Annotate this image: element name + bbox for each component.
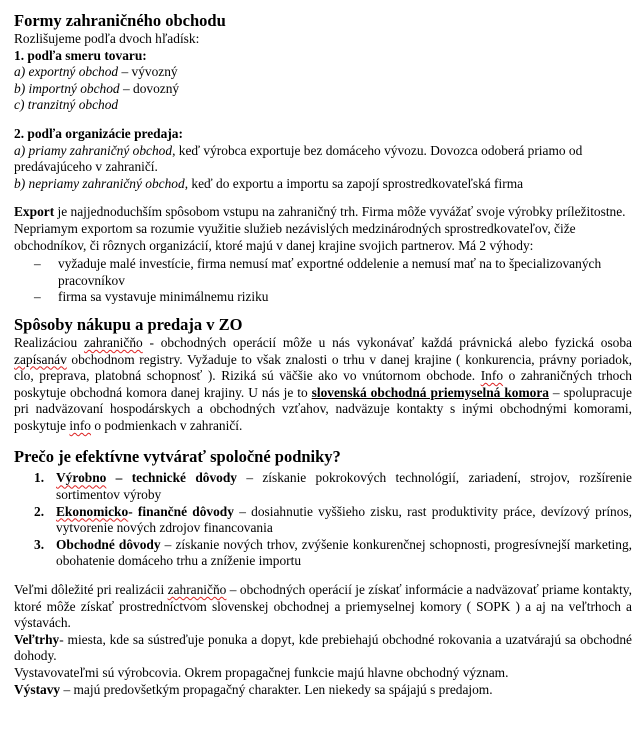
preco-heading: Prečo je efektívne vytvárať spoločné podniky? [14, 447, 341, 467]
section2-heading: 2. podľa organizácie predaja: [14, 125, 183, 141]
export-paragraph: Export je najjednoduchším spôsobom vstupu na zahraničný trh. Firma môže vyvážať svoje výrobky príležitostne. Nepriamym exportom sa rozumie využitie služieb nezávislých medzinárodných sprostredkovateľov, čiže obchodníkov, či rôznych organizácií, ktoré majú v danej krajine svojich partnerov. Má 2 výhody: [14, 204, 626, 253]
section1-item: c) tranzitný obchod [14, 97, 119, 113]
spelling-error: Info [480, 368, 504, 384]
list-item: 2. Ekonomicko- finančné dôvody – dosiahnutie vyššieho zisku, rast produktivity práce, devízový prínos, vytvorenie nových zdrojov financovania [34, 503, 632, 536]
veltrhy-paragraph: Veľtrhy- miesta, kde sa sústreďuje ponuka a dopyt, kde prebiehajú obchodné rokovania a uzatvárajú sa obchodné dohody. [14, 631, 632, 664]
list-item: – firma sa vystavuje minimálnemu riziku [34, 289, 269, 305]
dash-bullet: – [34, 256, 41, 272]
spelling-error: zahraničňo [167, 582, 227, 598]
list-item: – vyžaduje malé investície, firma nemusí mať exportné oddelenie a nemusí mať na to špecializovaných pracovníkov [34, 256, 602, 288]
vystavy-paragraph: Výstavy – majú predovšetkým propagačný charakter. Len niekedy sa spájajú s predajom. [14, 681, 493, 697]
section2-item: a) priamy zahraničný obchod, keď výrobca exportuje bez domáceho vývozu. Dovozca odoberá priamo od predávajúceho v zahraničí. [14, 142, 583, 175]
section1-item: a) exportný obchod – vývozný [14, 64, 178, 80]
dash-bullet: – [34, 289, 41, 305]
vystavovatelia-paragraph: Vystavovateľmi sú výrobcovia. Okrem propagačnej funkcie majú hlavne obchodný význam. [14, 665, 509, 680]
section2-item: b) nepriamy zahraničný obchod, keď do exportu a importu sa zapojí sprostredkovateľská firma [14, 175, 524, 191]
spelling-error: zahraničňo [83, 334, 143, 350]
list-item: 1. Výrobno – technické dôvody – získanie pokrokových technológií, zariadení, strojov, rozšírenie sortimentov výroby [34, 470, 632, 503]
closing-paragraph: Veľmi dôležité pri realizácii zahraničňo – obchodných operácií je získať informácie a nadväzovať priame kontakty, ktoré môže získať prostredníctvom slovenskej obchodnej a priemyselnej komory ( SOPK ) a aj na veľtrhoch a výstavách. [14, 582, 632, 631]
spelling-error: zapísanáv [14, 351, 67, 367]
reasons-list [14, 470, 632, 570]
sposoby-paragraph: Realizáciou zahraničňo - obchodných operácií môže u nás vykonávať každá právnická alebo fyzická osoba zapísanáv obchodnom registry. Vyžaduje to však znalosti o trhu v danej krajine ( konkurencia, právny poriadok, clo, preprava, platobná schopnosť ). Riziká sú väčšie ako vo vnútornom obchode. Info o zahraničných trhoch poskytuje obchodná komora danej krajiny. U nás je to slovenská obchodná priemyselná komora – spolupracuje pri nadväzovaní hospodárskych a obchodných vzťahov, nadväzuje kontakty s inými obchodnými komorami, poskytuje info o podmienkach v zahraničí. [14, 334, 632, 433]
spelling-error: info [69, 417, 91, 433]
list-item: 3. Obchodné dôvody – získanie nových trhov, zvýšenie konkurenčnej schopnosti, progresívnejší marketing, obohatenie domáceho trhu a zníženie importu [34, 536, 633, 569]
export-advantages-list [14, 256, 632, 306]
section1-heading: 1. podľa smeru tovaru: [14, 47, 147, 63]
section1-item: b) importný obchod – dovozný [14, 80, 180, 96]
document-title: Formy zahraničného obchodu [14, 11, 226, 30]
chamber-name: slovenská obchodná priemyselná komora [311, 384, 549, 400]
sposoby-heading: Spôsoby nákupu a predaja v ZO [14, 314, 243, 334]
intro-text: Rozlišujeme podľa dvoch hľadísk: [14, 31, 200, 46]
